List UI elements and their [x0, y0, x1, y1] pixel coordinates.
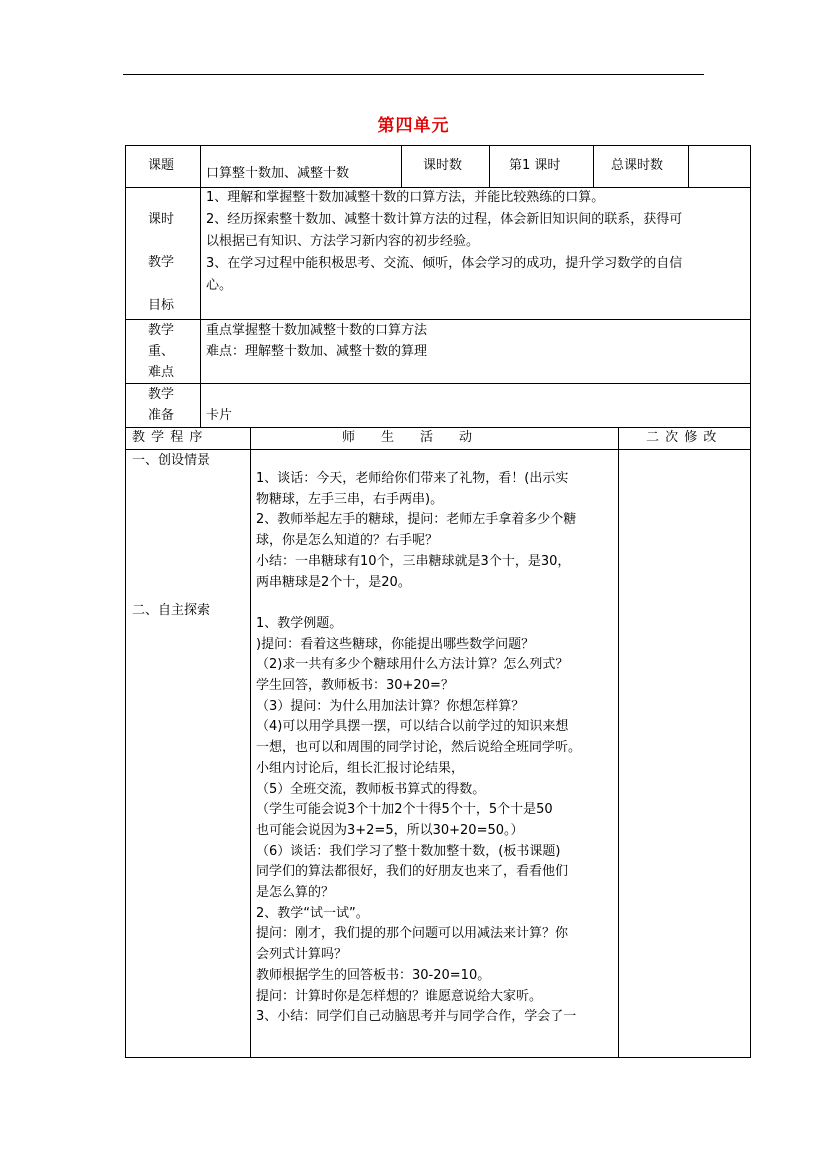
- goal-line: 2、经历探索整十数加、减整十数计算方法的过程，体会新旧知识间的联系，获得可: [206, 212, 683, 227]
- key-point-1: 重点掌握整十数加减整十数的口算方法: [206, 323, 428, 338]
- activity-line: 2、教学“试一试”。: [256, 905, 369, 921]
- activity-line: （4)可以用学具摆一摆，可以结合以前学过的知识来想: [256, 719, 569, 735]
- activity-line: 3、小结：同学们自己动脑思考并与同学合作，学会了一: [256, 1009, 577, 1025]
- activity-line: )提问：看着这些糖球，你能提出哪些数学问题？: [256, 636, 535, 652]
- activity-line: 1、教学例题。: [256, 615, 343, 631]
- label-goals-1: 课时: [148, 212, 175, 227]
- prep-text: 卡片: [206, 408, 233, 423]
- activity-line: 小结：一串糖球有10个，三串糖球就是3个十，是30，: [256, 553, 571, 569]
- activity-line: 是怎么算的？: [256, 885, 335, 901]
- activity-line: （3）提问：为什么用加法计算？你想怎样算？: [256, 698, 525, 714]
- activity-line: 物糖球，左手三串，右手两串)。: [256, 491, 444, 507]
- label-key-3: 难点: [148, 365, 175, 380]
- label-period: 课时数: [423, 158, 463, 173]
- activity-line: 2、教师举起左手的糖球，提问：老师左手拿着多少个糖: [256, 512, 577, 528]
- unit-title: 第四单元: [377, 116, 450, 136]
- activity-line: （2)求一共有多少个糖球用什么方法计算？怎么列式？: [256, 657, 569, 673]
- label-total: 总课时数: [611, 158, 664, 173]
- col-header-revision: 二 次 修 改: [646, 430, 718, 445]
- goal-line: 3、在学习过程中能积极思考、交流、倾听，体会学习的成功，提升学习数学的自信: [206, 256, 683, 271]
- col-header-program: 教 学 程 序: [132, 430, 204, 445]
- key-point-2: 难点：理解整十数加、减整十数的算理: [206, 344, 428, 359]
- step-2: 二、自主探索: [132, 603, 211, 618]
- activity-line: 两串糖球是2个十，是20。: [256, 574, 411, 590]
- activity-line: 教师根据学生的回答板书：30-20=10。: [256, 967, 491, 983]
- activity-line: 提问：计算时你是怎样想的？谁愿意说给大家听。: [256, 988, 543, 1004]
- label-prep-2: 准备: [148, 408, 175, 423]
- goal-line: 以根据已有知识、方法学习新内容的初步经验。: [206, 234, 480, 249]
- col-header-activity: 师 生 活 动: [342, 430, 473, 445]
- step-1: 一、创设情景: [132, 453, 211, 468]
- activity-line: 会列式计算吗？: [256, 947, 348, 963]
- goal-line: 心。: [206, 278, 233, 293]
- activity-line: 同学们的算法都很好，我们的好朋友也来了，看看他们: [256, 864, 569, 880]
- activity-text: [256, 469, 581, 1028]
- activity-line: 小组内讨论后，组长汇报讨论结果，: [256, 760, 465, 776]
- activity-line: （6）谈话：我们学习了整十数加整十数，(板书课题): [256, 843, 561, 859]
- header-rule: [123, 74, 704, 75]
- lesson-name: 口算整十数加、减整十数: [206, 166, 350, 181]
- label-lesson: 课题: [148, 158, 175, 173]
- label-goals-3: 目标: [148, 298, 175, 313]
- activity-line: 学生回答，教师板书：30+20=？: [256, 678, 454, 694]
- activity-line: 1、谈话：今天，老师给你们带来了礼物，看！(出示实: [256, 471, 569, 486]
- goal-line: 1、理解和掌握整十数加减整十数的口算方法，并能比较熟练的口算。: [206, 190, 605, 205]
- label-key-2: 重、: [148, 344, 175, 359]
- activity-line: [256, 593, 581, 614]
- label-goals-2: 教学: [148, 255, 175, 270]
- activity-line: 也可能会说因为3+2=5，所以30+20=50。）: [256, 822, 524, 838]
- activity-line: （学生可能会说3个十加2个十得5个十，5个十是50: [256, 802, 553, 818]
- period-value: 第1 课时: [509, 158, 561, 173]
- activity-line: 一想，也可以和周围的同学讨论，然后说给全班同学听。: [256, 740, 582, 756]
- label-key-1: 教学: [148, 323, 175, 338]
- activity-line: （5）全班交流，教师板书算式的得数。: [256, 781, 486, 797]
- activity-line: 球，你是怎么知道的？右手呢？: [256, 533, 439, 549]
- label-prep-1: 教学: [148, 387, 175, 402]
- activity-line: 提问：刚才，我们提的那个问题可以用减法来计算？你: [256, 926, 569, 942]
- goals-text: [206, 187, 682, 297]
